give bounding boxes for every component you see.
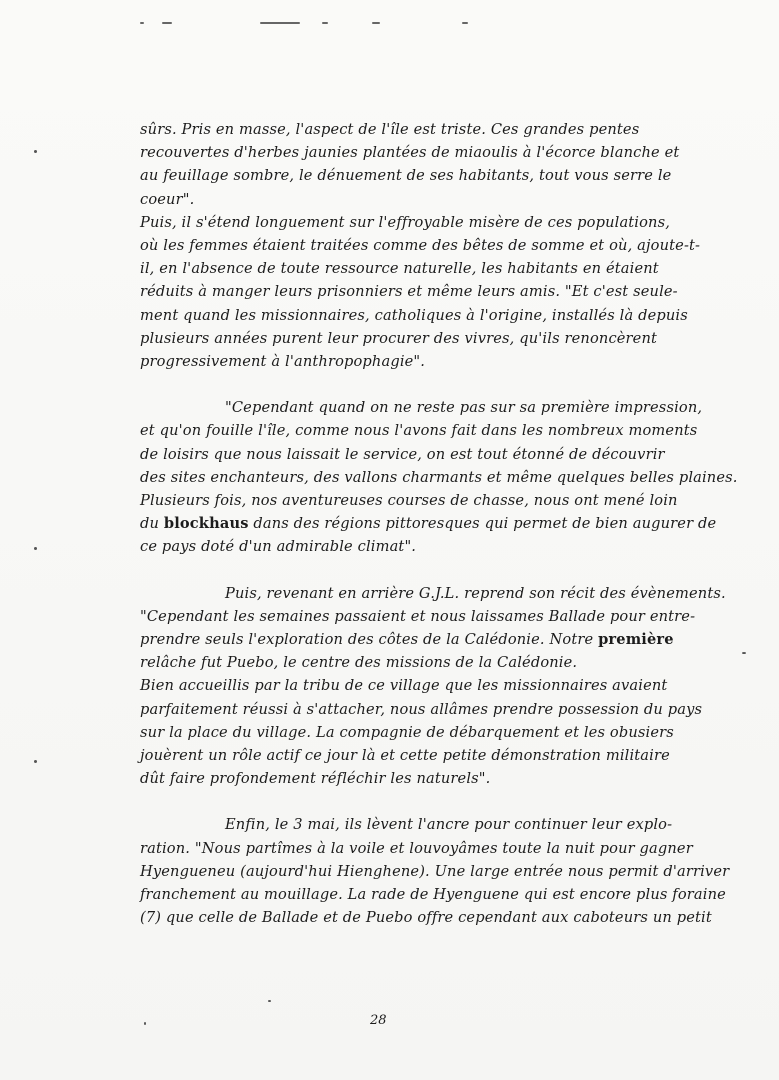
emphasized-word: première [598, 631, 674, 649]
text-line: Plusieurs fois, nos aventureuses courses de chasse, nous ont mené loin [140, 492, 678, 510]
text-line: "Cependant quand on ne reste pas sur sa première impression, [225, 399, 703, 417]
text-line: de loisirs que nous laissait le service, on est tout étonné de découvrir [140, 445, 665, 463]
text-line: coeur". [140, 190, 195, 208]
text-line: réduits à manger leurs prisonniers et même leurs amis. "Et c'est seule- [140, 283, 678, 301]
text-line: plusieurs années purent leur procurer des vivres, qu'ils renoncèrent [140, 329, 658, 347]
page-number: 28 [370, 1013, 387, 1028]
text-line: il, en l'absence de toute ressource naturelle, les habitants en étaient [140, 260, 659, 278]
paragraph-gap [140, 559, 740, 582]
text-line: sûrs. Pris en masse, l'aspect de l'île est triste. Ces grandes pentes [140, 121, 640, 138]
text-line: "Cependant les semaines passaient et nous laissames Ballade pour entre- [140, 607, 696, 625]
text-line: du blockhaus dans des régions pittoresques qui permet de bien augurer de [140, 515, 717, 533]
text-line: Puis, revenant en arrière G.J.L. reprend son récit des évènements. [225, 584, 726, 602]
text-line: ment quand les missionnaires, catholiques à l'origine, installés là depuis [140, 306, 688, 324]
scan-speck [34, 760, 37, 763]
text-line: ration. "Nous partîmes à la voile et louvoyâmes toute la nuit pour gagner [140, 839, 693, 857]
emphasized-word: blockhaus [163, 515, 249, 533]
text-line: où les femmes étaient traitées comme des bêtes de somme et où, ajoute-t- [140, 237, 701, 255]
text-line: ce pays doté d'un admirable climat". [140, 538, 417, 556]
text-line: des sites enchanteurs, des vallons charmants et même quelques belles plaines. [140, 468, 738, 486]
scan-speck [144, 1022, 146, 1025]
scan-speck [742, 652, 746, 654]
text-line: recouvertes d'herbes jaunies plantées de miaoulis à l'écorce blanche et [140, 144, 680, 162]
scan-speck [34, 150, 37, 153]
text-line: Enfin, le 3 mai, ils lèvent l'ancre pour continuer leur explo- [225, 816, 673, 834]
scan-speck [268, 1000, 271, 1002]
text-line: Hyengueneu (aujourd'hui Hienghene). Une large entrée nous permit d'arriver [140, 862, 730, 880]
text-line: au feuillage sombre, le dénuement de ses habitants, tout vous serre le [140, 167, 672, 185]
paragraph-gap [140, 790, 740, 813]
typewritten-text-block [140, 118, 740, 930]
text-line: franchement au mouillage. La rade de Hyenguene qui est encore plus foraine [140, 886, 726, 904]
text-line: relâche fut Puebo, le centre des missions de la Calédonie. [140, 654, 578, 672]
text-line: jouèrent un rôle actif ce jour là et cette petite démonstration militaire [140, 747, 670, 765]
text-line: Bien accueillis par la tribu de ce village que les missionnaires avaient [140, 677, 668, 695]
scan-speck [34, 547, 37, 550]
text-line: prendre seuls l'exploration des côtes de la Calédonie. Notre première [140, 631, 674, 649]
text-line: sur la place du village. La compagnie de débarquement et les obusiers [140, 723, 674, 741]
scan-marks-top [140, 20, 480, 26]
text-lines [140, 118, 740, 930]
text-line: et qu'on fouille l'île, comme nous l'avons fait dans les nombreux moments [140, 422, 698, 440]
text-line: dût faire profondement réfléchir les naturels". [140, 770, 491, 788]
text-line: Puis, il s'étend longuement sur l'effroyable misère de ces populations, [140, 213, 671, 231]
paragraph-gap [140, 373, 740, 396]
text-line: parfaitement réussi à s'attacher, nous allâmes prendre possession du pays [140, 700, 703, 718]
text-line: progressivement à l'anthropophagie". [140, 353, 426, 371]
text-line: (7) que celle de Ballade et de Puebo offre cependant aux caboteurs un petit [140, 909, 712, 927]
